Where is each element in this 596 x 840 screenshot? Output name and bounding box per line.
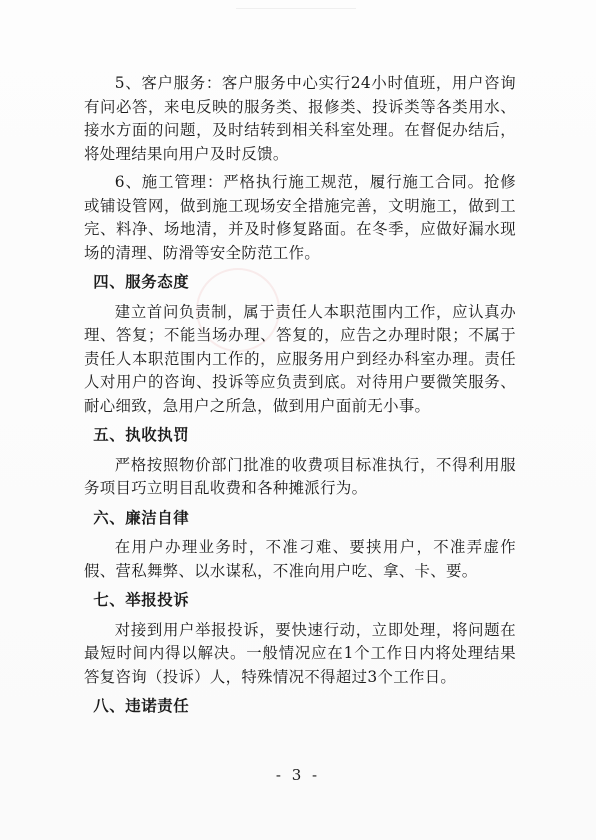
page-number: - 3 -	[275, 766, 321, 784]
section-heading-complaints: 七、举报投诉	[93, 591, 190, 609]
paragraph-service-attitude: 建立首问负责制，属于责任人本职范围内工作，应认真办理、答复；不能当场办理、答复的，应告之办理时限；不属于责任人本职范围内工作的，应服务用户到经办科室办理。责任人对用户的咨询、投诉等应负责到底。对待用户要微笑服务、耐心细致，急用户之所急，做到用户面前无小事。	[84, 302, 516, 415]
paragraph-customer-service: 5、客户服务：客户服务中心实行24小时值班，用户咨询有问必答，来电反映的服务类、报修类、投诉类等各类用水、接水方面的问题，及时结转到相关科室处理。在督促办结后，将处理结果向用户及时反馈。	[84, 74, 516, 163]
paragraph-fee-enforcement: 严格按照物价部门批准的收费项目标准执行，不得利用服务项目巧立明目乱收费和各种摊派行为。	[84, 455, 516, 497]
paragraph-integrity: 在用户办理业务时，不准刁难、要挟用户，不准弄虚作假、营私舞弊、以水谋私，不准向用户吃、拿、卡、要。	[84, 538, 516, 580]
section-heading-liability: 八、违诺责任	[93, 697, 190, 715]
section-heading-service-attitude: 四、服务态度	[93, 273, 190, 291]
scan-edge-mark	[236, 0, 356, 9]
document-body	[84, 72, 516, 725]
section-heading-integrity: 六、廉洁自律	[93, 508, 190, 527]
paragraph-complaints: 对接到用户举报投诉，要快速行动，立即处理，将问题在最短时间内得以解决。一般情况应在1个工作日内将处理结果答复咨询（投诉）人，特殊情况不得超过3个工作日。	[84, 620, 516, 686]
paragraph-construction-management: 6、施工管理：严格执行施工规范，履行施工合同。抢修或铺设管网，做到施工现场安全措施完善，文明施工，做到工完、料净、场地清，并及时修复路面。在冬季，应做好漏水现场的清理、防滑等安全防范工作。	[84, 173, 516, 262]
section-heading-fee-enforcement: 五、执收执罚	[93, 426, 190, 444]
